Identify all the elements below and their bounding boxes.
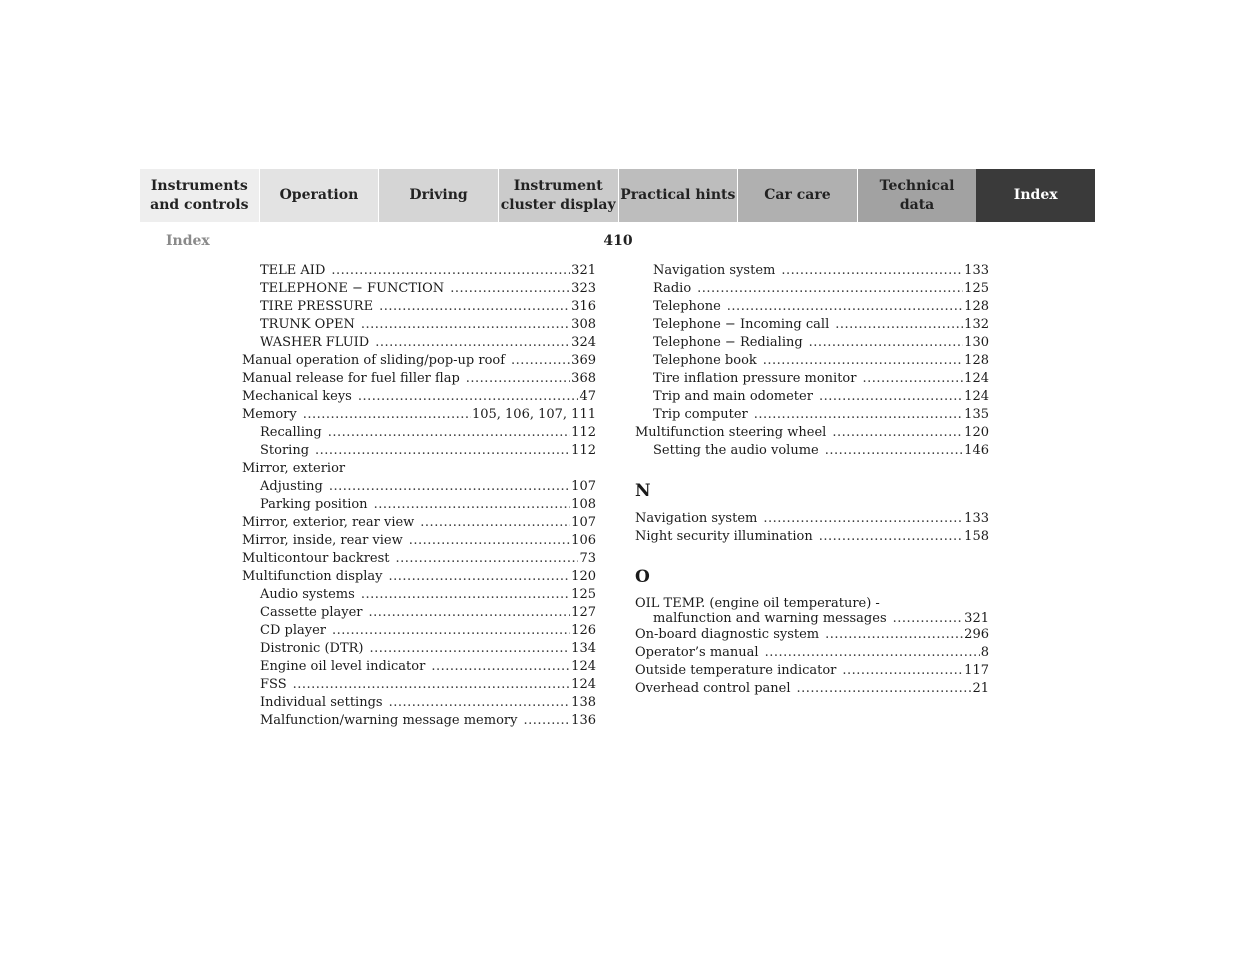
leader-dots xyxy=(809,334,964,352)
entry-label: Navigation system xyxy=(653,263,776,278)
leader-dots xyxy=(374,496,571,514)
leader-dots xyxy=(293,676,571,694)
entry-page[interactable]: 128 xyxy=(964,353,989,368)
index-entry[interactable] xyxy=(242,532,596,550)
leader-dots xyxy=(819,528,963,546)
entry-label: Operator’s manual xyxy=(635,645,759,660)
leader-dots xyxy=(379,298,570,316)
leader-dots xyxy=(329,478,570,496)
entry-page[interactable]: 105, 106, 107, 111 xyxy=(471,407,596,422)
entry-label: Multifunction display xyxy=(242,569,383,584)
index-entry[interactable] xyxy=(242,550,596,568)
entry-label: Distronic (DTR) xyxy=(260,641,364,656)
index-entry[interactable] xyxy=(242,388,596,406)
leader-dots xyxy=(389,694,571,712)
entry-label: Storing xyxy=(260,443,310,458)
entry-page[interactable]: 368 xyxy=(571,371,596,386)
index-entry[interactable] xyxy=(242,460,596,478)
index-entry[interactable] xyxy=(635,370,989,388)
entry-label: malfunction and warning messages xyxy=(653,611,887,626)
entry-label: TRUNK OPEN xyxy=(260,317,355,332)
leader-dots xyxy=(797,680,972,698)
index-entry[interactable] xyxy=(635,644,989,662)
entry-page[interactable]: 146 xyxy=(964,443,989,458)
entry-page[interactable]: 120 xyxy=(571,569,596,584)
tab-car-care[interactable]: Car care xyxy=(737,169,857,222)
entry-page[interactable]: 73 xyxy=(579,551,596,566)
entry-page[interactable]: 112 xyxy=(571,443,596,458)
index-entry[interactable] xyxy=(242,586,596,604)
entry-label: Mechanical keys xyxy=(242,389,352,404)
index-entry[interactable] xyxy=(635,298,989,316)
index-entry[interactable] xyxy=(635,611,989,626)
entry-label: Multifunction steering wheel xyxy=(635,425,827,440)
entry-page[interactable]: 47 xyxy=(579,389,596,404)
index-entry[interactable] xyxy=(242,298,596,316)
entry-label: Cassette player xyxy=(260,605,363,620)
leader-dots xyxy=(358,388,579,406)
entry-label: Multicontour backrest xyxy=(242,551,390,566)
entry-page[interactable]: 316 xyxy=(571,299,596,314)
leader-dots xyxy=(835,316,963,334)
entry-page[interactable]: 124 xyxy=(964,389,989,404)
leader-dots xyxy=(420,514,570,532)
entry-label: Trip and main odometer xyxy=(653,389,813,404)
leader-dots xyxy=(825,442,963,460)
entry-page[interactable]: 117 xyxy=(964,663,989,678)
index-entry[interactable] xyxy=(635,352,989,370)
entry-label: Tire inflation pressure monitor xyxy=(653,371,857,386)
leader-dots xyxy=(431,658,570,676)
index-entry[interactable] xyxy=(242,370,596,388)
index-entry[interactable] xyxy=(242,262,596,280)
leader-dots xyxy=(511,352,570,370)
entry-page[interactable]: 125 xyxy=(571,587,596,602)
tab-technical-data[interactable]: Technical data xyxy=(857,169,977,222)
leader-dots xyxy=(332,622,570,640)
entry-label: On-board diagnostic system xyxy=(635,627,820,642)
leader-dots xyxy=(389,568,571,586)
leader-dots xyxy=(819,388,963,406)
entry-page[interactable]: 324 xyxy=(571,335,596,350)
entry-page[interactable]: 124 xyxy=(571,659,596,674)
entry-label: TELEPHONE − FUNCTION xyxy=(260,281,445,296)
entry-page[interactable]: 112 xyxy=(571,425,596,440)
entry-page[interactable]: 128 xyxy=(964,299,989,314)
entry-page[interactable]: 158 xyxy=(964,529,989,544)
index-entry[interactable] xyxy=(242,496,596,514)
index-entry[interactable] xyxy=(635,334,989,352)
leader-dots xyxy=(331,262,570,280)
section-letter-o: O xyxy=(635,567,650,587)
entry-label: Parking position xyxy=(260,497,368,512)
entry-label: Mirror, inside, rear view xyxy=(242,533,403,548)
index-entry[interactable] xyxy=(242,712,596,730)
entry-page[interactable]: 321 xyxy=(571,263,596,278)
index-entry[interactable] xyxy=(242,316,596,334)
entry-page[interactable]: 8 xyxy=(980,645,989,660)
chapter-tabs xyxy=(140,169,1095,222)
entry-page[interactable]: 107 xyxy=(571,515,596,530)
leader-dots xyxy=(781,262,963,280)
entry-page[interactable]: 120 xyxy=(964,425,989,440)
tab-practical-hints[interactable]: Practical hints xyxy=(618,169,738,222)
index-entry[interactable] xyxy=(242,334,596,352)
entry-label: Telephone xyxy=(653,299,721,314)
leader-dots xyxy=(369,604,571,622)
entry-page[interactable]: 108 xyxy=(571,497,596,512)
entry-label: Manual release for fuel filler flap xyxy=(242,371,460,386)
leader-dots xyxy=(315,442,570,460)
tab-instrument-cluster-display[interactable]: Instrument cluster display xyxy=(498,169,618,222)
leader-dots xyxy=(727,298,963,316)
leader-dots xyxy=(370,640,571,658)
entry-label: Individual settings xyxy=(260,695,383,710)
entry-label: Navigation system xyxy=(635,511,758,526)
entry-label: Telephone − Incoming call xyxy=(653,317,830,332)
leader-dots xyxy=(361,316,570,334)
entry-label: Malfunction/warning message memory xyxy=(260,713,518,728)
entry-label: Setting the audio volume xyxy=(653,443,819,458)
leader-dots xyxy=(361,586,570,604)
entry-label: Telephone − Redialing xyxy=(653,335,803,350)
entry-label: OIL TEMP. (engine oil temperature) - xyxy=(635,596,880,611)
leader-dots xyxy=(754,406,963,424)
entry-page[interactable]: 296 xyxy=(964,627,989,642)
index-entry[interactable] xyxy=(635,424,989,442)
index-entry[interactable] xyxy=(242,676,596,694)
entry-page[interactable]: 132 xyxy=(964,317,989,332)
entry-page[interactable]: 124 xyxy=(571,677,596,692)
index-entry[interactable] xyxy=(635,262,989,280)
leader-dots xyxy=(303,406,471,424)
page-number: 410 xyxy=(603,233,633,249)
entry-label: FSS xyxy=(260,677,287,692)
entry-page[interactable]: 126 xyxy=(571,623,596,638)
entry-label: Night security illumination xyxy=(635,529,813,544)
entry-label: Manual operation of sliding/pop-up roof xyxy=(242,353,506,368)
index-entry[interactable] xyxy=(635,662,989,680)
leader-dots xyxy=(763,510,963,528)
entry-page[interactable]: 321 xyxy=(964,611,989,626)
leader-dots xyxy=(409,532,570,550)
entry-page[interactable]: 138 xyxy=(571,695,596,710)
leader-dots xyxy=(763,352,963,370)
index-entry[interactable] xyxy=(635,316,989,334)
leader-dots xyxy=(450,280,570,298)
leader-dots xyxy=(466,370,570,388)
entry-page[interactable]: 133 xyxy=(964,511,989,526)
entry-label: Mirror, exterior xyxy=(242,461,346,476)
leader-dots xyxy=(765,644,980,662)
leader-dots xyxy=(825,626,963,644)
index-entry[interactable] xyxy=(242,280,596,298)
leader-dots xyxy=(862,370,963,388)
index-entry[interactable] xyxy=(242,604,596,622)
entry-label: Memory xyxy=(242,407,297,422)
entry-page[interactable]: 124 xyxy=(964,371,989,386)
leader-dots xyxy=(697,280,963,298)
index-entry[interactable] xyxy=(635,388,989,406)
index-entry[interactable] xyxy=(242,424,596,442)
index-entry[interactable] xyxy=(242,406,596,424)
entry-label: CD player xyxy=(260,623,326,638)
entry-page[interactable]: 106 xyxy=(571,533,596,548)
index-entry[interactable] xyxy=(635,596,989,611)
section-label: Index xyxy=(166,233,210,249)
index-entry[interactable] xyxy=(635,626,989,644)
leader-dots xyxy=(396,550,579,568)
leader-dots xyxy=(832,424,963,442)
tab-operation[interactable]: Operation xyxy=(259,169,379,222)
entry-page[interactable]: 308 xyxy=(571,317,596,332)
index-entry[interactable] xyxy=(635,280,989,298)
entry-label: Adjusting xyxy=(260,479,323,494)
entry-page[interactable]: 133 xyxy=(964,263,989,278)
entry-page[interactable]: 21 xyxy=(972,681,989,696)
leader-dots xyxy=(842,662,963,680)
entry-page[interactable]: 136 xyxy=(571,713,596,728)
index-entry[interactable] xyxy=(242,568,596,586)
entry-page[interactable]: 125 xyxy=(964,281,989,296)
index-entry[interactable] xyxy=(242,622,596,640)
leader-dots xyxy=(523,712,570,730)
entry-page[interactable]: 130 xyxy=(964,335,989,350)
entry-label: Recalling xyxy=(260,425,322,440)
tab-driving[interactable]: Driving xyxy=(378,169,498,222)
entry-label: TIRE PRESSURE xyxy=(260,299,374,314)
entry-label: Outside temperature indicator xyxy=(635,663,837,678)
entry-label: Overhead control panel xyxy=(635,681,791,696)
index-entry[interactable] xyxy=(242,640,596,658)
index-column-right xyxy=(635,262,989,698)
index-entry[interactable] xyxy=(242,478,596,496)
entry-page[interactable]: 107 xyxy=(571,479,596,494)
entry-page[interactable]: 127 xyxy=(571,605,596,620)
entry-label: Telephone book xyxy=(653,353,757,368)
leader-dots xyxy=(375,334,570,352)
index-column-left xyxy=(242,262,596,730)
leader-dots xyxy=(893,611,964,626)
tab-instruments-and-controls[interactable]: Instruments and controls xyxy=(140,169,259,222)
index-entry[interactable] xyxy=(242,442,596,460)
entry-page[interactable]: 135 xyxy=(964,407,989,422)
index-entry[interactable] xyxy=(635,510,989,528)
section-letter-n: N xyxy=(635,481,651,501)
entry-label: Mirror, exterior, rear view xyxy=(242,515,415,530)
entry-label: Audio systems xyxy=(260,587,355,602)
entry-label: Trip computer xyxy=(653,407,748,422)
index-entry[interactable] xyxy=(635,406,989,424)
index-entry[interactable] xyxy=(242,514,596,532)
entry-page[interactable]: 134 xyxy=(571,641,596,656)
entry-page[interactable]: 323 xyxy=(571,281,596,296)
leader-dots xyxy=(328,424,570,442)
index-entry[interactable] xyxy=(635,680,989,698)
index-entry[interactable] xyxy=(635,442,989,460)
index-entry[interactable] xyxy=(242,352,596,370)
entry-label: Radio xyxy=(653,281,692,296)
index-entry[interactable] xyxy=(242,694,596,712)
entry-label: WASHER FLUID xyxy=(260,335,370,350)
index-entry[interactable] xyxy=(635,528,989,546)
index-entry[interactable] xyxy=(242,658,596,676)
tab-index[interactable]: Index xyxy=(976,169,1095,222)
entry-page[interactable]: 369 xyxy=(571,353,596,368)
entry-label: TELE AID xyxy=(260,263,326,278)
entry-label: Engine oil level indicator xyxy=(260,659,426,674)
